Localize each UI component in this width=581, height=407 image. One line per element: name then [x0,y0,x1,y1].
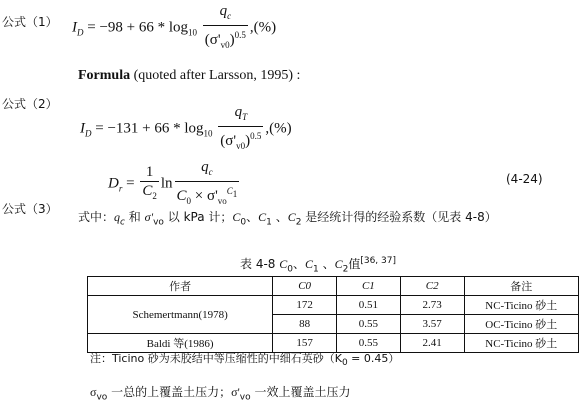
table-row [88,296,579,315]
formula3-coef-fraction: $\frac{1}{C_2}$ [142,164,157,201]
header-author: 作者 [88,277,273,296]
cell-c1: 0.55 [337,334,401,353]
cell-c0: 172 [273,296,337,315]
header-c0: C0 [273,277,337,296]
cell-note: NC-Ticino 砂土 [464,296,578,315]
cell-note: NC-Ticino 砂土 [464,334,578,353]
cell-c1: 0.55 [337,315,401,334]
header-note: 备注 [464,277,578,296]
explanation-text: 式中：$q_c$ 和 $\sigma'_{vo}$ 以 kPa 计；$C_0$、$C_1$ 、$C_2$ 是经统计得的经验系数（见表 4-8） [78,210,497,228]
cell-c2: 2.73 [400,296,464,315]
table-header-row [88,277,579,296]
header-c2: C2 [400,277,464,296]
formula-heading: Formula (quoted after Larsson, 1995) : [78,68,301,83]
formula3: $D_r$ = $\frac{1}{C_2}$ ln $\frac{q_c}{C_0 \times \sigma'_{vo}^{C_1}}$ [108,158,241,210]
coefficient-table [87,276,579,353]
formula2-label: 公式（2） [2,97,58,111]
cell-c2: 3.57 [400,315,464,334]
formula3-fraction: $\frac{q_c}{C_0 \times \sigma'_{vo}^{C_1}}$ [176,159,238,206]
table-caption: 表 4-8 $C_0$、$C_1$ 、$C_2$值[36, 37] [240,256,396,275]
cell-c0: 88 [273,315,337,334]
formula2: $I_D = -131 + 66 * \log_{10}$ $\frac{q_T}{(\sigma'_{v0})^{0.5}}$ ,(%) [80,103,292,155]
cell-author: Schemertmann(1978) [88,296,273,334]
formula1-label: 公式（1） [2,15,58,29]
table-footnote: 注：Ticino 砂为未胶结中等压缩性的中细石英砂$(K_0 = 0.45)$ [90,352,400,369]
formula3-label: 公式（3） [2,202,58,216]
cell-c2: 2.41 [400,334,464,353]
bottom-note: $\sigma_{vo}$ 一总的上覆盖土压力；$\sigma'_{vo}$ 一效上覆盖土压力 [90,385,351,403]
equation-number: (4-24) [506,172,543,186]
formula1-fraction: $\frac{q_c}{(\sigma'_{v0})^{0.5}}$ [204,3,246,50]
formula2-fraction: $\frac{q_T}{(\sigma'_{v0})^{0.5}}$ [220,104,262,151]
cell-c0: 157 [273,334,337,353]
header-c1: C1 [337,277,401,296]
cell-c1: 0.51 [337,296,401,315]
formula1: $I_D = -98 + 66 * \log_{10}$ $\frac{q_c}{(\sigma'_{v0})^{0.5}}$ ,(%) [72,2,276,54]
cell-note: OC-Ticino 砂土 [464,315,578,334]
coefficient-table-wrap [87,276,579,353]
cell-author: Baldi 等(1986) [88,334,273,353]
